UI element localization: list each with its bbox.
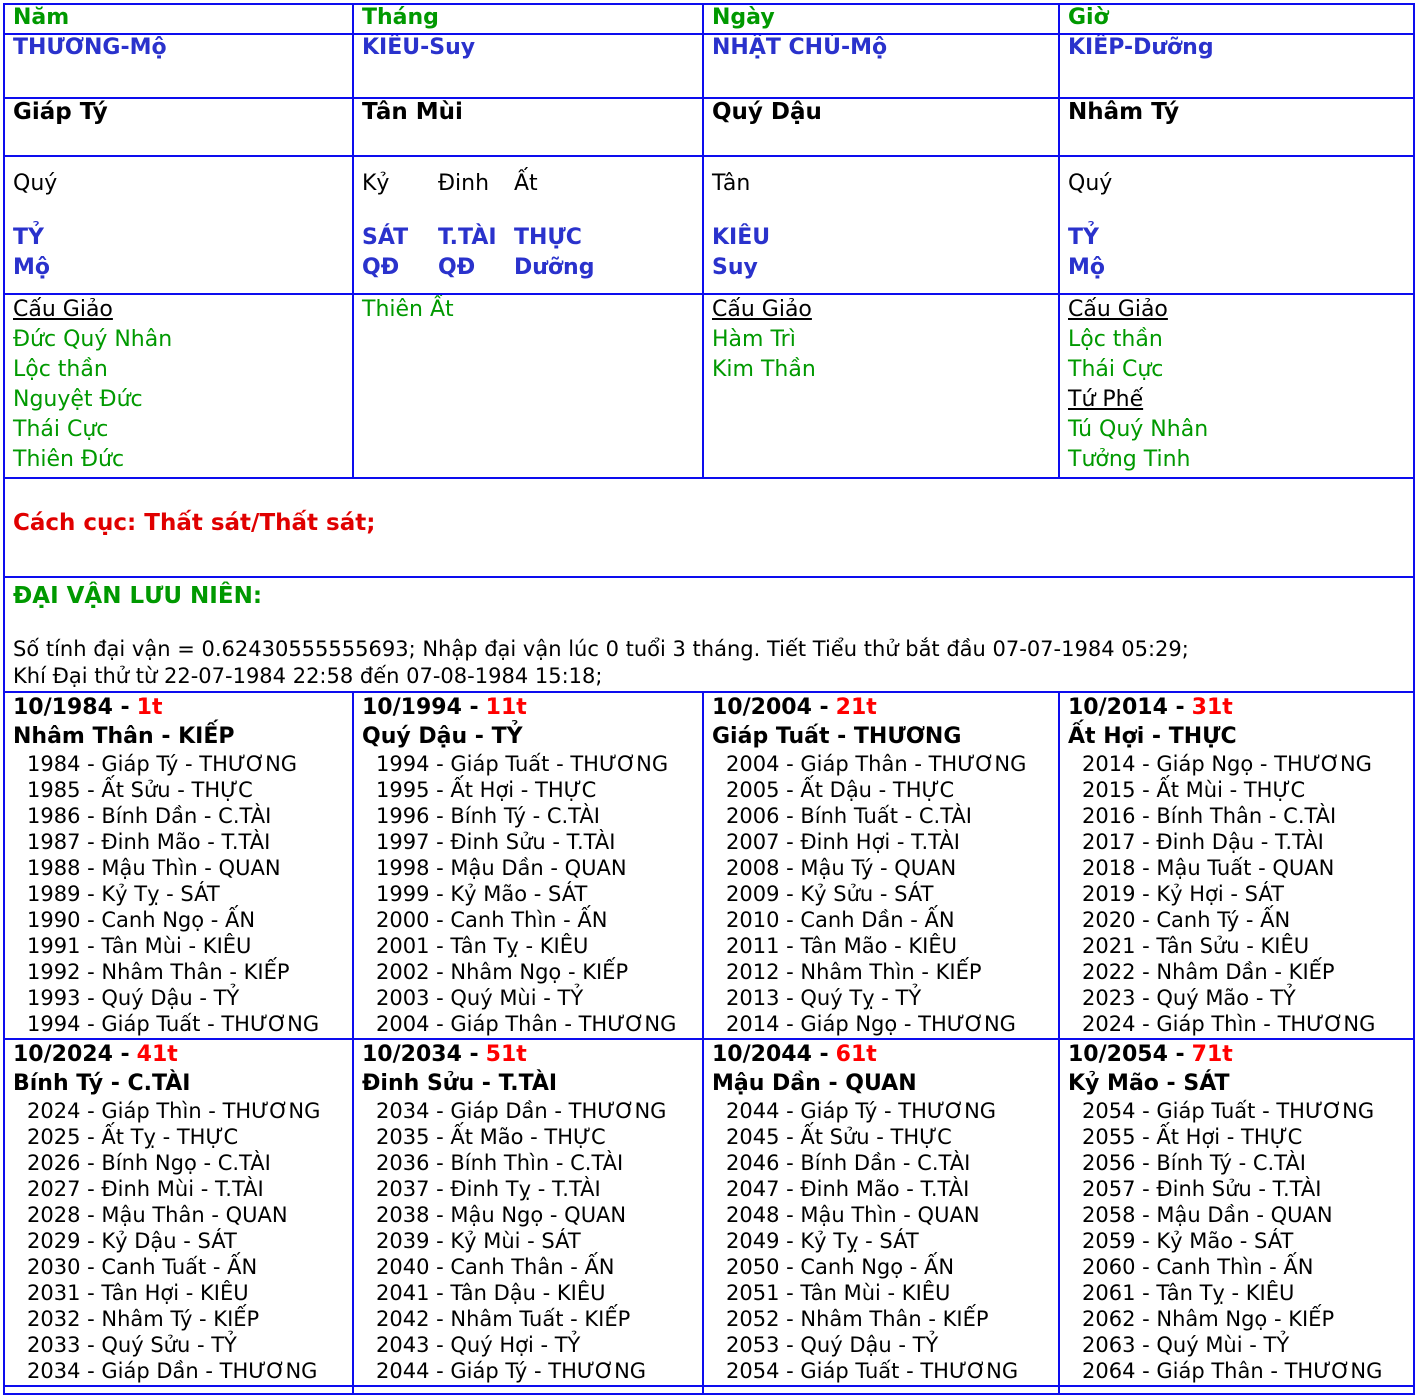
year-row: 2058 - Mậu Dần - QUAN: [1082, 1203, 1333, 1227]
hidden-stem: Kỷ: [362, 171, 390, 196]
decade-pillar: Đinh Sửu - T.TÀI: [362, 1071, 558, 1096]
star-item: Thái Cực: [1068, 357, 1164, 382]
year-row: 1996 - Bính Tý - C.TÀI: [376, 804, 600, 828]
decade-age: 21t: [835, 695, 877, 720]
decade-age: 71t: [1191, 1042, 1233, 1067]
year-row: 1988 - Mậu Thìn - QUAN: [27, 856, 281, 880]
year-row: 2047 - Đinh Mão - T.TÀI: [726, 1177, 970, 1201]
decade-years: [362, 751, 694, 1037]
year-row: 2039 - Kỷ Mùi - SÁT: [376, 1229, 581, 1253]
decade-cell-1: [4, 692, 353, 1039]
year-row: 2031 - Tân Hợi - KIÊU: [27, 1281, 249, 1305]
year-row: 2004 - Giáp Thân - THƯƠNG: [726, 752, 1027, 776]
dai-van-line2: Khí Đại thử từ 22-07-1984 22:58 đến 07-08-1984 15:18;: [13, 664, 603, 688]
hidden-stem-god: TỶ: [13, 225, 44, 250]
year-row: 2028 - Mậu Thân - QUAN: [27, 1203, 288, 1227]
pillar-header-row: [4, 4, 1414, 34]
hidden-stem-group: [438, 170, 500, 283]
hidden-stem-god: KIÊU: [712, 225, 771, 250]
hidden-stems-year: [13, 157, 344, 283]
hidden-stem-stage: Mộ: [13, 255, 51, 280]
year-row: 2029 - Kỷ Dậu - SÁT: [27, 1229, 237, 1253]
hidden-stems-day: [712, 157, 1050, 283]
decade-years: [712, 1098, 1050, 1384]
decade-period: 10/1984 -: [13, 695, 130, 720]
hidden-stem: Quý: [1068, 171, 1113, 196]
year-row: 2022 - Nhâm Dần - KIẾP: [1082, 960, 1335, 984]
hidden-stem-group: [362, 170, 424, 283]
clipped-row-stub: [4, 1386, 1414, 1394]
year-row: 1994 - Giáp Tuất - THƯƠNG: [376, 752, 669, 776]
year-row: 1992 - Nhâm Thân - KIẾP: [27, 960, 290, 984]
god-stage-month: KIÊU-Suy: [362, 35, 476, 60]
star-item: Thiên Đức: [13, 447, 125, 472]
hidden-stem-god: SÁT: [362, 225, 409, 250]
col-header-day: Ngày: [712, 5, 775, 30]
year-row: 1990 - Canh Ngọ - ẤN: [27, 908, 256, 932]
year-row: 2003 - Quý Mùi - TỶ: [376, 986, 584, 1010]
year-row: 2059 - Kỷ Mão - SÁT: [1082, 1229, 1294, 1253]
year-row: 2030 - Canh Tuất - ẤN: [27, 1255, 258, 1279]
hidden-stem-god: THỰC: [514, 225, 582, 250]
decade-row-2: [4, 1039, 1414, 1386]
year-row: 2064 - Giáp Thân - THƯƠNG: [1082, 1359, 1383, 1383]
hidden-stem-group: [514, 170, 594, 283]
dai-van-heading: ĐẠI VẬN LƯU NIÊN:: [13, 583, 263, 609]
hidden-stem-god: TỶ: [1068, 225, 1099, 250]
pillar-month: Tân Mùi: [362, 99, 463, 125]
hidden-stem-god: T.TÀI: [438, 225, 497, 250]
decade-age: 11t: [485, 695, 527, 720]
decade-pillar: Nhâm Thân - KIẾP: [13, 724, 235, 749]
dai-van-line1: Số tính đại vận = 0.62430555555693; Nhập đại vận lúc 0 tuổi 3 tháng. Tiết Tiểu thử bắt đầu 07-07-1984 05:29;: [13, 637, 1189, 661]
year-row: 1993 - Quý Dậu - TỶ: [27, 986, 240, 1010]
year-row: 2048 - Mậu Thìn - QUAN: [726, 1203, 980, 1227]
year-row: 1994 - Giáp Tuất - THƯƠNG: [27, 1012, 320, 1036]
decade-cell-6: [353, 1039, 703, 1386]
stars-row: [4, 294, 1414, 478]
cach-cuc-row: [4, 478, 1414, 577]
decade-period: 10/2054 -: [1068, 1042, 1185, 1067]
year-row: 2007 - Đinh Hợi - T.TÀI: [726, 830, 960, 854]
year-row: 2019 - Kỷ Hợi - SÁT: [1082, 882, 1284, 906]
year-row: 2050 - Canh Ngọ - ẤN: [726, 1255, 955, 1279]
year-row: 1989 - Kỷ Tỵ - SÁT: [27, 882, 220, 906]
year-row: 1985 - Ất Sửu - THỰC: [27, 778, 253, 802]
year-row: 2063 - Quý Mùi - TỶ: [1082, 1333, 1290, 1357]
year-row: 2032 - Nhâm Tý - KIẾP: [27, 1307, 260, 1331]
year-row: 2057 - Đinh Sửu - T.TÀI: [1082, 1177, 1322, 1201]
year-row: 2020 - Canh Tý - ẤN: [1082, 908, 1291, 932]
decade-years: [13, 751, 344, 1037]
star-item: Tú Quý Nhân: [1068, 417, 1209, 442]
hidden-stem-stage: QĐ: [362, 255, 400, 280]
year-row: 2017 - Đinh Dậu - T.TÀI: [1082, 830, 1324, 854]
year-row: 2012 - Nhâm Thìn - KIẾP: [726, 960, 982, 984]
year-row: 2015 - Ất Mùi - THỰC: [1082, 778, 1306, 802]
decade-pillar: Ất Hợi - THỰC: [1068, 724, 1237, 749]
year-row: 2008 - Mậu Tý - QUAN: [726, 856, 957, 880]
stars-year: [13, 295, 344, 475]
god-stage-hour: KIẾP-Dưỡng: [1068, 35, 1214, 60]
decade-age: 61t: [835, 1042, 877, 1067]
decade-cell-5: [4, 1039, 353, 1386]
year-row: 2014 - Giáp Ngọ - THƯƠNG: [726, 1012, 1016, 1036]
decade-row-1: [4, 692, 1414, 1039]
decade-age: 41t: [136, 1042, 178, 1067]
hidden-stems-row: [4, 156, 1414, 294]
year-row: 2034 - Giáp Dần - THƯƠNG: [27, 1359, 318, 1383]
year-row: 2023 - Quý Mão - TỶ: [1082, 986, 1296, 1010]
year-row: 2045 - Ất Sửu - THỰC: [726, 1125, 952, 1149]
year-row: 2001 - Tân Tỵ - KIÊU: [376, 934, 589, 958]
year-row: 2009 - Kỷ Sửu - SÁT: [726, 882, 934, 906]
star-item: Tứ Phế: [1068, 387, 1144, 412]
year-row: 2051 - Tân Mùi - KIÊU: [726, 1281, 951, 1305]
year-row: 2004 - Giáp Thân - THƯƠNG: [376, 1012, 677, 1036]
year-row: 2052 - Nhâm Thân - KIẾP: [726, 1307, 989, 1331]
god-stage-day: NHẬT CHỦ-Mộ: [712, 35, 888, 60]
year-row: 1986 - Bính Dần - C.TÀI: [27, 804, 272, 828]
god-stage-year: THƯƠNG-Mộ: [13, 35, 167, 60]
year-row: 1984 - Giáp Tý - THƯƠNG: [27, 752, 298, 776]
decade-period: 10/2014 -: [1068, 695, 1185, 720]
year-row: 2054 - Giáp Tuất - THƯƠNG: [726, 1359, 1019, 1383]
year-row: 2053 - Quý Dậu - TỶ: [726, 1333, 939, 1357]
year-row: 2037 - Đinh Tỵ - T.TÀI: [376, 1177, 601, 1201]
year-row: 2016 - Bính Thân - C.TÀI: [1082, 804, 1337, 828]
decade-pillar: Mậu Dần - QUAN: [712, 1071, 917, 1096]
pillar-day: Quý Dậu: [712, 99, 822, 125]
decade-period: 10/2004 -: [712, 695, 829, 720]
decade-cell-2: [353, 692, 703, 1039]
col-month: [353, 4, 703, 34]
decade-years: [13, 1098, 344, 1384]
year-row: 2024 - Giáp Thìn - THƯƠNG: [27, 1099, 321, 1123]
star-item: Đức Quý Nhân: [13, 327, 173, 352]
decade-pillar: Bính Tý - C.TÀI: [13, 1071, 191, 1096]
year-row: 2054 - Giáp Tuất - THƯƠNG: [1082, 1099, 1375, 1123]
decade-years: [1068, 751, 1405, 1037]
star-item: Tưởng Tinh: [1068, 447, 1191, 472]
star-item: Cấu Giảo: [712, 297, 812, 322]
year-row: 2044 - Giáp Tý - THƯƠNG: [726, 1099, 997, 1123]
year-row: 2002 - Nhâm Ngọ - KIẾP: [376, 960, 629, 984]
hidden-stem-group: [13, 170, 75, 283]
col-header-hour: Giờ: [1068, 5, 1109, 30]
hidden-stem-stage: Mộ: [1068, 255, 1106, 280]
stars-hour: [1068, 295, 1405, 475]
year-row: 1998 - Mậu Dần - QUAN: [376, 856, 627, 880]
year-row: 2033 - Quý Sửu - TỶ: [27, 1333, 237, 1357]
year-row: 2040 - Canh Thân - ẤN: [376, 1255, 615, 1279]
year-row: 2005 - Ất Dậu - THỰC: [726, 778, 955, 802]
year-row: 2044 - Giáp Tý - THƯƠNG: [376, 1359, 647, 1383]
star-item: Lộc thần: [1068, 327, 1163, 352]
decade-cell-3: [703, 692, 1059, 1039]
star-item: Hàm Trì: [712, 327, 796, 352]
decade-period: 10/2044 -: [712, 1042, 829, 1067]
bazi-table: [3, 3, 1415, 1395]
decade-years: [362, 1098, 694, 1384]
year-row: 2049 - Kỷ Tỵ - SÁT: [726, 1229, 919, 1253]
star-item: Cấu Giảo: [1068, 297, 1168, 322]
year-row: 1991 - Tân Mùi - KIÊU: [27, 934, 252, 958]
decade-cell-8: [1059, 1039, 1414, 1386]
decade-pillar: Quý Dậu - TỶ: [362, 724, 523, 749]
hidden-stem: Đinh: [438, 171, 490, 196]
year-row: 2025 - Ất Tỵ - THỰC: [27, 1125, 239, 1149]
year-row: 2046 - Bính Dần - C.TÀI: [726, 1151, 971, 1175]
star-item: Nguyệt Đức: [13, 387, 143, 412]
decade-cell-4: [1059, 692, 1414, 1039]
hidden-stem-group: [712, 170, 774, 283]
decade-pillar: Kỷ Mão - SÁT: [1068, 1071, 1230, 1096]
col-header-year: Năm: [13, 5, 70, 30]
col-header-month: Tháng: [362, 5, 439, 30]
hidden-stem: Ất: [514, 171, 538, 196]
hidden-stems-month: [362, 157, 694, 283]
god-stage-row: [4, 34, 1414, 98]
year-row: 2013 - Quý Tỵ - TỶ: [726, 986, 922, 1010]
hidden-stems-hour: [1068, 157, 1405, 283]
dai-van-row: [4, 577, 1414, 692]
year-row: 2055 - Ất Hợi - THỰC: [1082, 1125, 1303, 1149]
year-row: 2061 - Tân Tỵ - KIÊU: [1082, 1281, 1295, 1305]
year-row: 2035 - Ất Mão - THỰC: [376, 1125, 606, 1149]
hidden-stem-stage: Suy: [712, 255, 758, 280]
year-row: 2038 - Mậu Ngọ - QUAN: [376, 1203, 627, 1227]
year-row: 2000 - Canh Thìn - ẤN: [376, 908, 608, 932]
year-row: 2027 - Đinh Mùi - T.TÀI: [27, 1177, 264, 1201]
star-item: Lộc thần: [13, 357, 108, 382]
hidden-stem-stage: QĐ: [438, 255, 476, 280]
year-row: 1999 - Kỷ Mão - SÁT: [376, 882, 588, 906]
decade-pillar: Giáp Tuất - THƯƠNG: [712, 724, 962, 749]
decade-period: 10/2024 -: [13, 1042, 130, 1067]
hidden-stem-group: [1068, 170, 1130, 283]
col-day: [703, 4, 1059, 34]
year-row: 2041 - Tân Dậu - KIÊU: [376, 1281, 606, 1305]
hidden-stem-stage: Dưỡng: [514, 255, 595, 280]
year-row: 2060 - Canh Thìn - ẤN: [1082, 1255, 1314, 1279]
star-item: Thái Cực: [13, 417, 109, 442]
decade-period: 10/2034 -: [362, 1042, 479, 1067]
cach-cuc-text: Cách cục: Thất sát/Thất sát;: [13, 510, 376, 536]
pillar-year: Giáp Tý: [13, 99, 108, 125]
decade-period: 10/1994 -: [362, 695, 479, 720]
year-row: 2036 - Bính Thìn - C.TÀI: [376, 1151, 624, 1175]
col-hour: [1059, 4, 1414, 34]
year-row: 2018 - Mậu Tuất - QUAN: [1082, 856, 1335, 880]
year-row: 2006 - Bính Tuất - C.TÀI: [726, 804, 972, 828]
year-row: 2042 - Nhâm Tuất - KIẾP: [376, 1307, 631, 1331]
decade-age: 31t: [1191, 695, 1233, 720]
year-row: 1995 - Ất Hợi - THỰC: [376, 778, 597, 802]
stars-month: [362, 295, 694, 325]
year-row: 2026 - Bính Ngọ - C.TÀI: [27, 1151, 271, 1175]
year-row: 2010 - Canh Dần - ẤN: [726, 908, 955, 932]
star-item: Thiên Ất: [362, 297, 454, 322]
year-row: 2043 - Quý Hợi - TỶ: [376, 1333, 581, 1357]
year-row: 2034 - Giáp Dần - THƯƠNG: [376, 1099, 667, 1123]
hidden-stem: Quý: [13, 171, 58, 196]
decade-age: 51t: [485, 1042, 527, 1067]
col-year: [4, 4, 353, 34]
hidden-stem: Tân: [712, 171, 751, 196]
year-row: 2056 - Bính Tý - C.TÀI: [1082, 1151, 1306, 1175]
pillar-name-row: [4, 98, 1414, 156]
star-item: Cấu Giảo: [13, 297, 113, 322]
pillar-hour: Nhâm Tý: [1068, 99, 1180, 125]
decade-cell-7: [703, 1039, 1059, 1386]
year-row: 2014 - Giáp Ngọ - THƯƠNG: [1082, 752, 1372, 776]
decade-age: 1t: [136, 695, 163, 720]
decade-years: [1068, 1098, 1405, 1384]
decade-years: [712, 751, 1050, 1037]
stars-day: [712, 295, 1050, 385]
year-row: 1997 - Đinh Sửu - T.TÀI: [376, 830, 616, 854]
year-row: 2062 - Nhâm Ngọ - KIẾP: [1082, 1307, 1335, 1331]
year-row: 2021 - Tân Sửu - KIÊU: [1082, 934, 1310, 958]
year-row: 2024 - Giáp Thìn - THƯƠNG: [1082, 1012, 1376, 1036]
year-row: 1987 - Đinh Mão - T.TÀI: [27, 830, 271, 854]
year-row: 2011 - Tân Mão - KIÊU: [726, 934, 957, 958]
star-item: Kim Thần: [712, 357, 816, 382]
